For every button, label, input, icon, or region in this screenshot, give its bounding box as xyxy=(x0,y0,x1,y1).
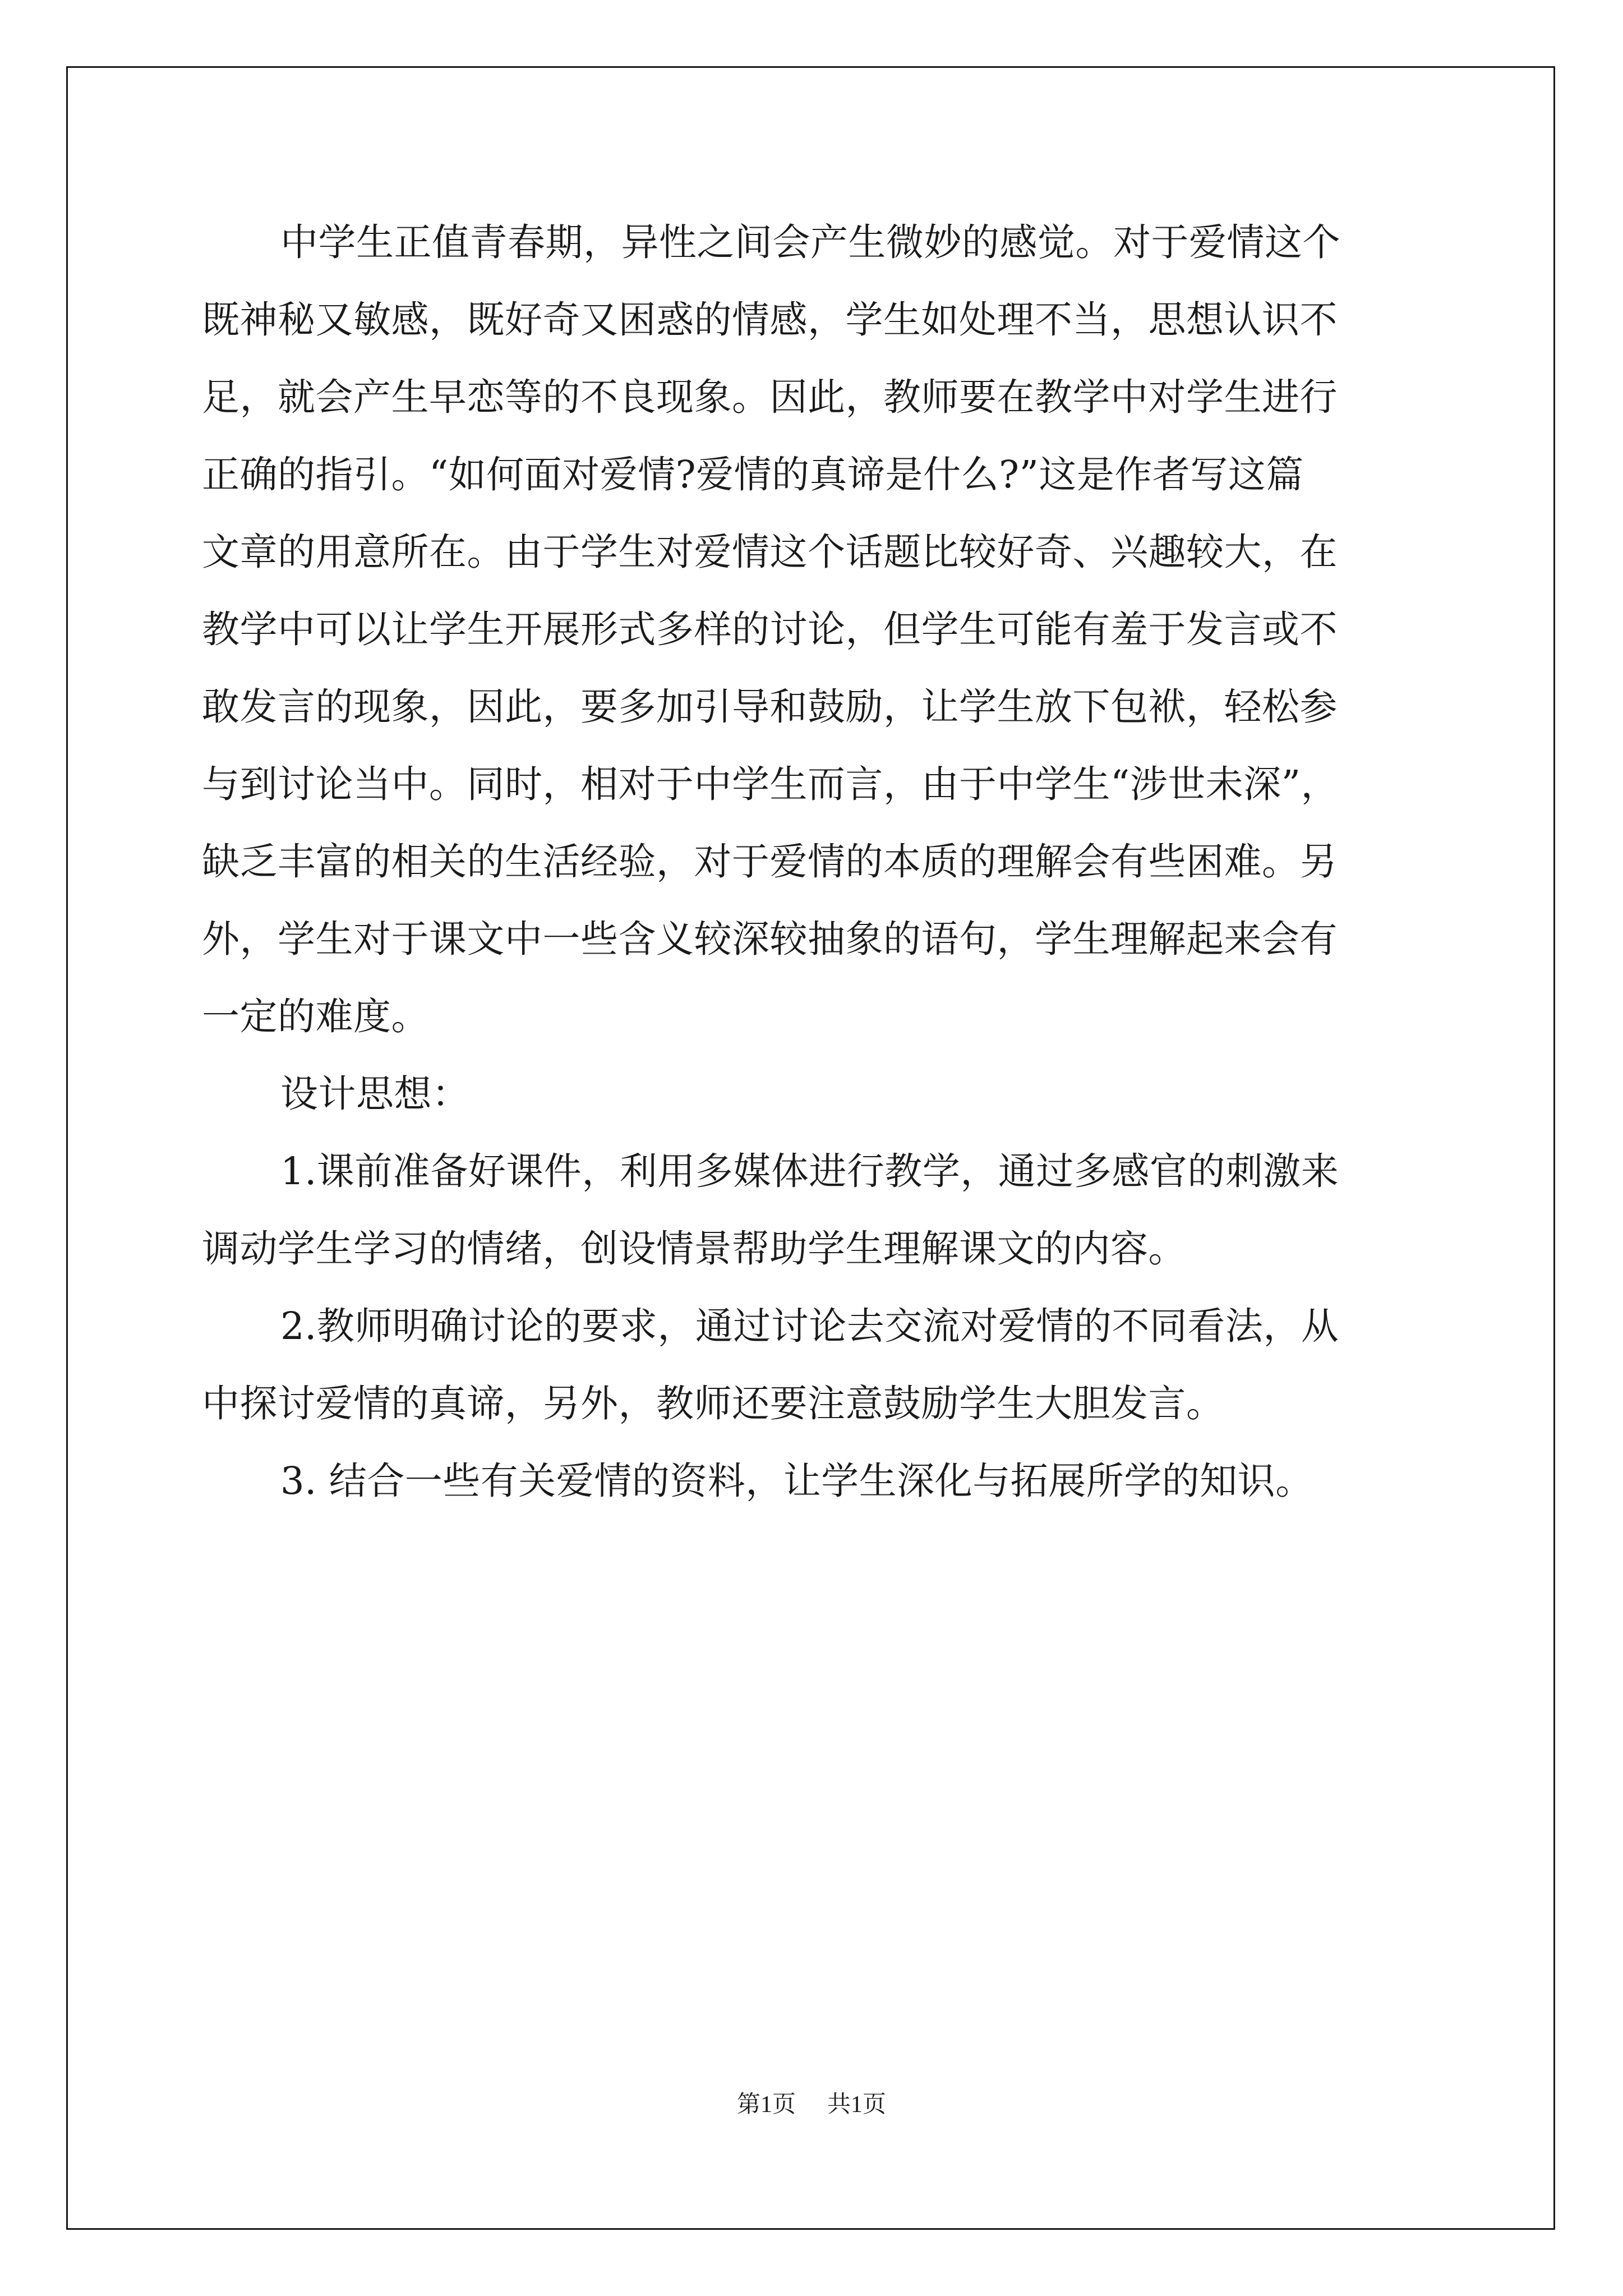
paragraph-1-line-1: 中学生正值青春期，异性之间会产生微妙的感觉。对于爱情这个 xyxy=(280,220,1340,264)
paragraph-1-line-3: 足，就会产生早恋等的不良现象。因此，教师要在教学中对学生进行 xyxy=(202,375,1338,419)
item-2-line-2: 中探讨爱情的真谛，另外，教师还要注意鼓励学生大胆发言。 xyxy=(202,1382,1224,1425)
section-heading: 设计思想： xyxy=(280,1072,470,1116)
paragraph-1-line-2: 既神秘又敏感，既好奇又困惑的情感，学生如处理不当，思想认识不 xyxy=(202,298,1338,342)
paragraph-1-line-8: 与到讨论当中。同时，相对于中学生而言，由于中学生“涉世未深”， xyxy=(202,762,1339,806)
paragraph-1-line-6: 教学中可以让学生开展形式多样的讨论，但学生可能有羞于发言或不 xyxy=(202,608,1338,651)
paragraph-1-line-5: 文章的用意所在。由于学生对爱情这个话题比较好奇、兴趣较大，在 xyxy=(202,530,1338,574)
item-1-line-1: 1.课前准备好课件，利用多媒体进行教学，通过多感官的刺激来 xyxy=(280,1149,1339,1193)
page-number: 第1页 xyxy=(736,2092,796,2118)
item-3-line-1: 3. 结合一些有关爱情的资料，让学生深化与拓展所学的知识。 xyxy=(280,1459,1313,1503)
item-2-line-1: 2.教师明确讨论的要求，通过讨论去交流对爱情的不同看法，从 xyxy=(280,1304,1339,1348)
page-footer xyxy=(0,2091,1623,2119)
paragraph-1-line-4: 正确的指引。“如何面对爱情?爱情的真谛是什么?”这是作者写这篇 xyxy=(202,453,1304,496)
paragraph-1-line-11: 一定的难度。 xyxy=(202,995,429,1038)
paragraph-1-line-10: 外，学生对于课文中一些含义较深较抽象的语句，学生理解起来会有 xyxy=(202,917,1338,961)
paragraph-1-line-7: 敢发言的现象，因此，要多加引导和鼓励，让学生放下包袱，轻松参 xyxy=(202,685,1338,729)
page-total: 共1页 xyxy=(827,2092,887,2118)
item-1-line-2: 调动学生学习的情绪，创设情景帮助学生理解课文的内容。 xyxy=(202,1227,1186,1271)
paragraph-1-line-9: 缺乏丰富的相关的生活经验，对于爱情的本质的理解会有些困难。另 xyxy=(202,840,1338,884)
